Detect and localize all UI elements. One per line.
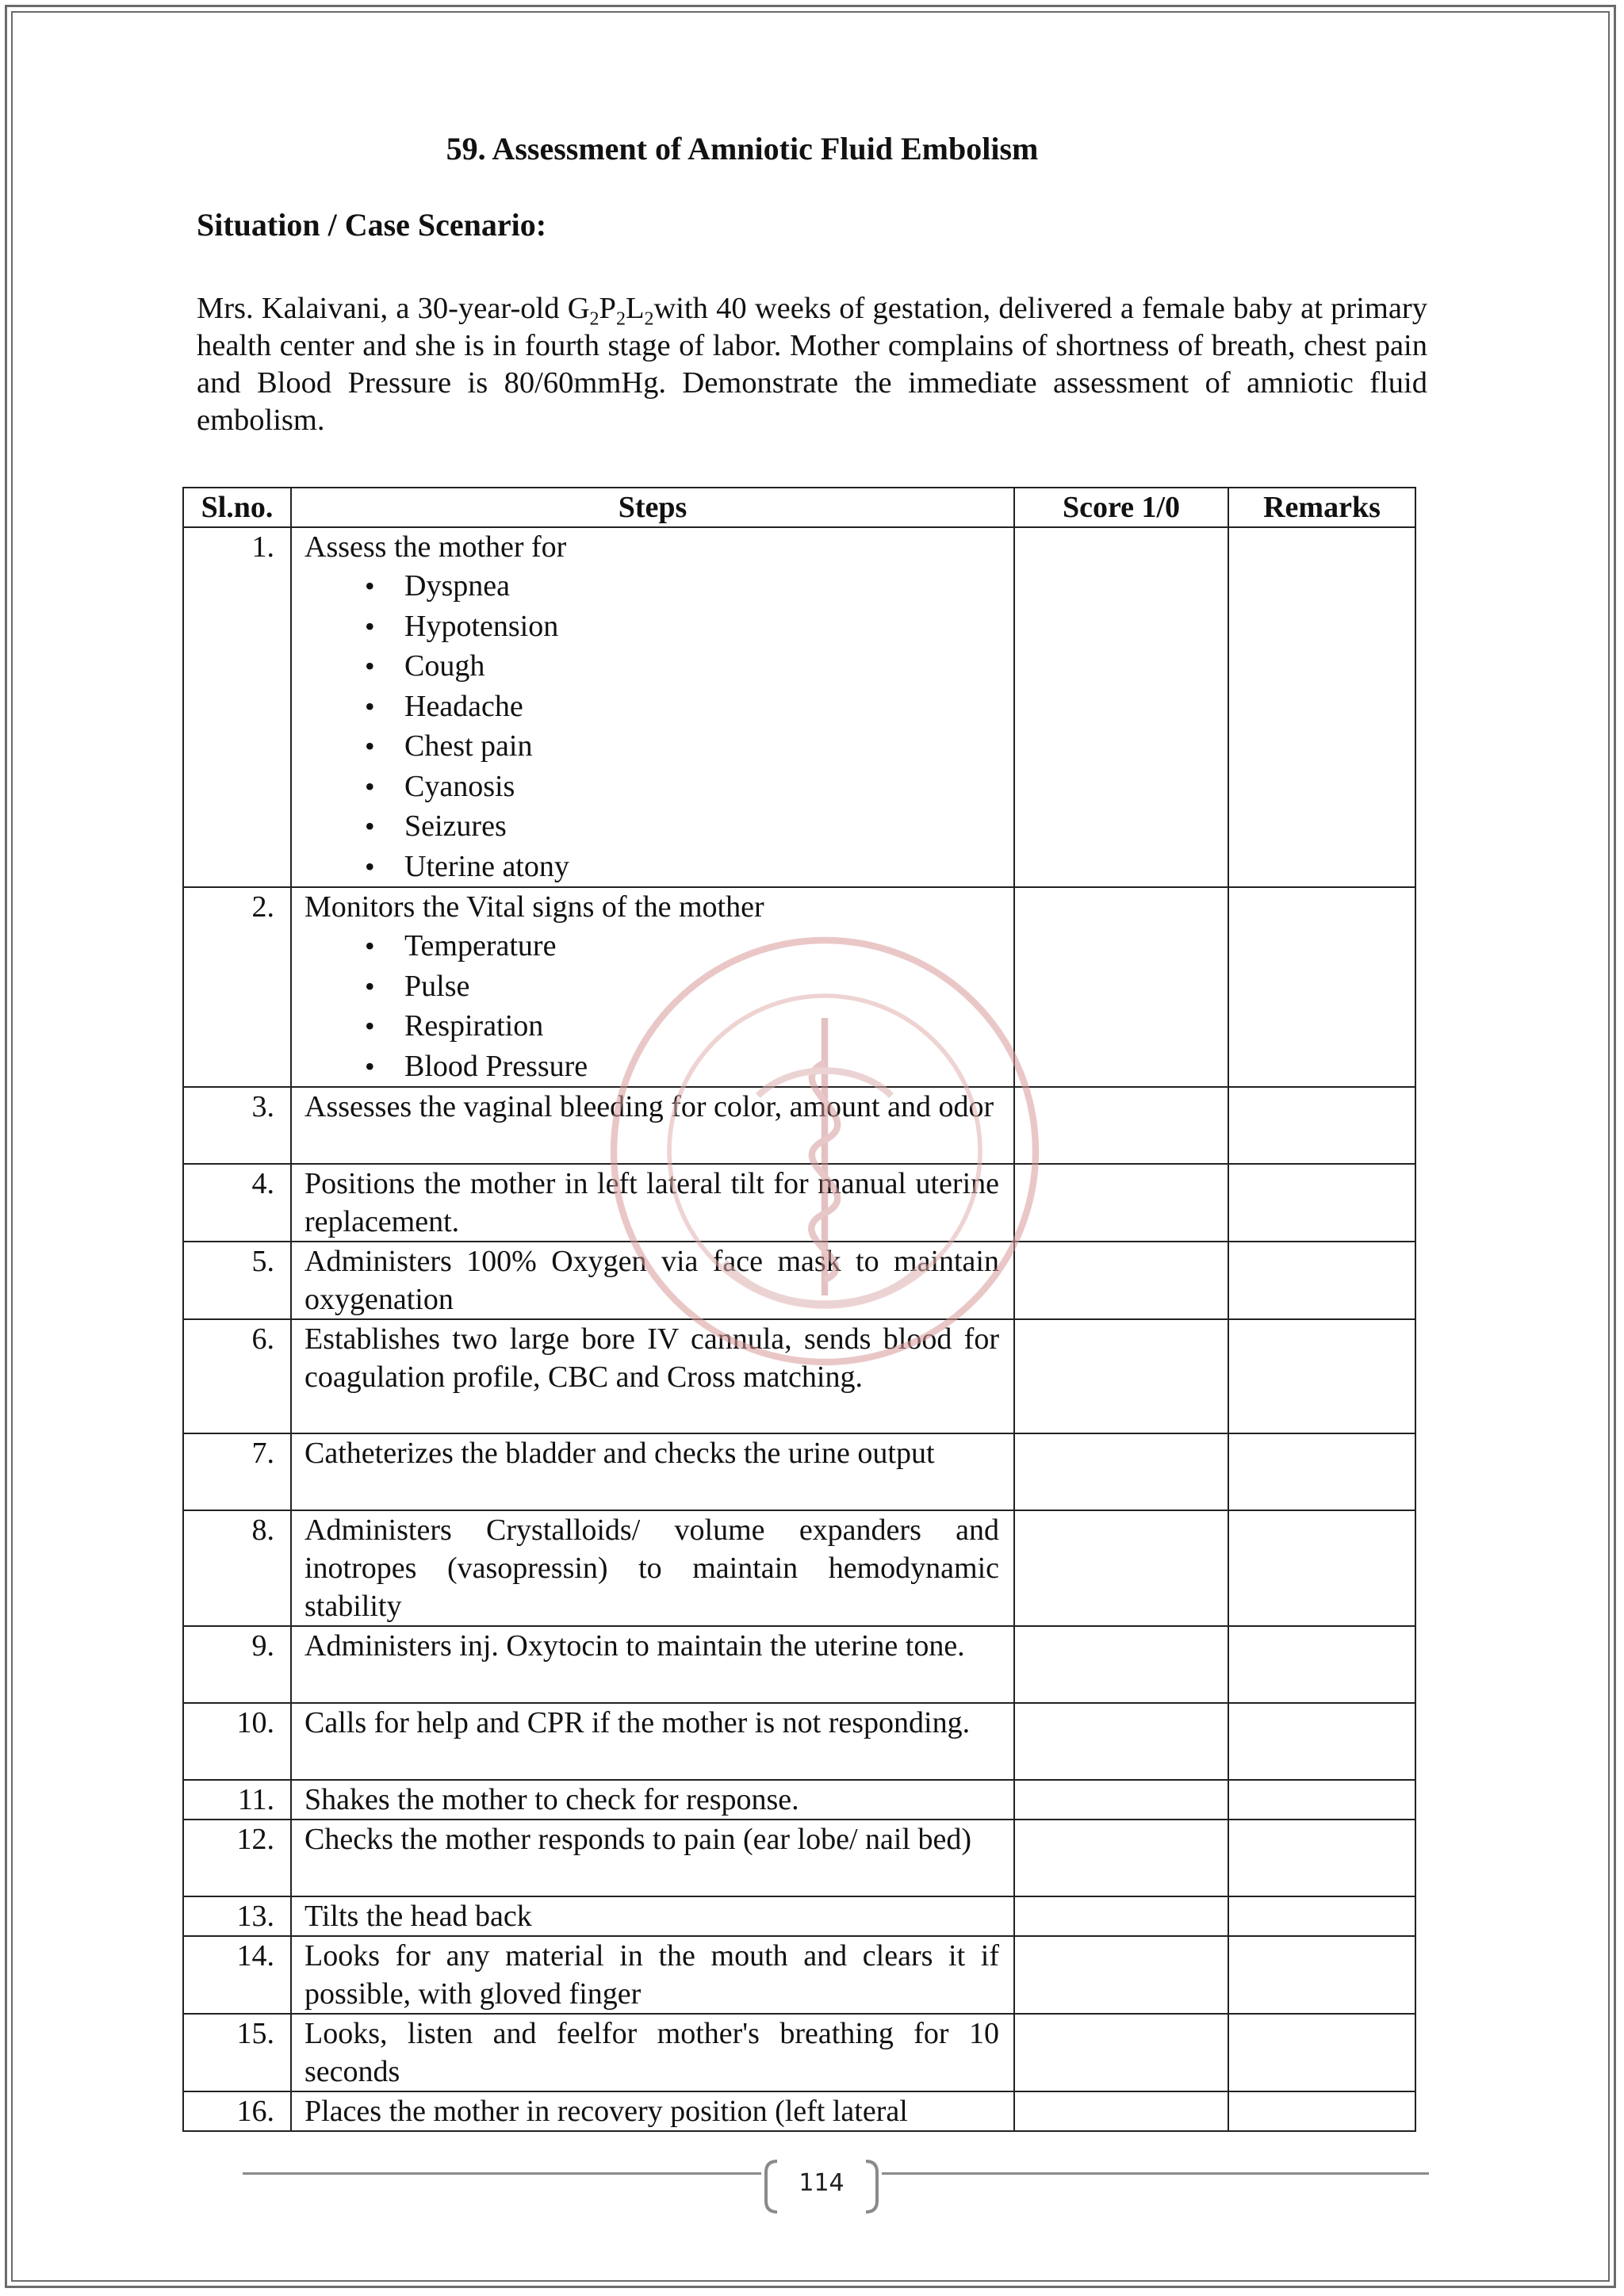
score-cell[interactable]: [1014, 1433, 1228, 1510]
step-text: Looks for any material in the mouth and clears it if possible, with gloved finger: [304, 1939, 999, 2011]
row-number: 4.: [183, 1164, 291, 1242]
step-cell: [291, 887, 1014, 1087]
page-title: 59. Assessment of Amniotic Fluid Embolism: [446, 131, 1039, 166]
para-letter: P: [599, 292, 616, 325]
remarks-cell[interactable]: [1228, 1242, 1415, 1319]
table-row: [183, 1703, 1415, 1780]
bullet-item: • Uterine atony: [365, 847, 999, 887]
situation-heading: Situation / Case Scenario:: [197, 207, 547, 243]
bullet-item: • Cough: [365, 646, 999, 687]
step-bullet-list: [304, 566, 999, 886]
row-number: 2.: [183, 887, 291, 1087]
table-row: [183, 1780, 1415, 1820]
row-number: 7.: [183, 1433, 291, 1510]
bullet-item: • Seizures: [365, 806, 999, 847]
score-cell[interactable]: [1014, 1510, 1228, 1626]
scenario-text-start: Mrs. Kalaivani, a 30-year-old G: [197, 292, 590, 325]
score-cell[interactable]: [1014, 1242, 1228, 1319]
score-cell[interactable]: [1014, 1087, 1228, 1164]
step-text: Shakes the mother to check for response.: [304, 1783, 799, 1816]
scenario-text-rest: with 40 weeks of gestation, delivered a female baby at primary health center and she is in fourth stage of labor. Mother complains of shortness of breath, chest pain and Blood Pressure is 80/60mmHg. Demonstrate the immediate assessment of amniotic fluid embolism.: [197, 292, 1427, 437]
step-cell: [291, 1820, 1014, 1896]
header-slno: Sl.no.: [183, 488, 291, 527]
remarks-cell[interactable]: [1228, 1820, 1415, 1896]
remarks-cell[interactable]: [1228, 887, 1415, 1087]
page-number: 114: [799, 2169, 845, 2197]
step-cell: [291, 1319, 1014, 1433]
step-cell: [291, 1896, 1014, 1936]
score-cell[interactable]: [1014, 527, 1228, 887]
table-row: [183, 2014, 1415, 2091]
remarks-cell[interactable]: [1228, 1319, 1415, 1433]
step-text: Checks the mother responds to pain (ear lobe/ nail bed): [304, 1823, 972, 1856]
row-number: 11.: [183, 1780, 291, 1820]
row-number: 13.: [183, 1896, 291, 1936]
table-row: [183, 1820, 1415, 1896]
remarks-cell[interactable]: [1228, 1510, 1415, 1626]
table-row: [183, 1626, 1415, 1703]
row-number: 15.: [183, 2014, 291, 2091]
bullet-item: • Blood Pressure: [365, 1047, 999, 1087]
row-number: 10.: [183, 1703, 291, 1780]
row-number: 12.: [183, 1820, 291, 1896]
header-steps: Steps: [291, 488, 1014, 527]
step-text: Monitors the Vital signs of the mother: [304, 890, 764, 924]
remarks-cell[interactable]: [1228, 1087, 1415, 1164]
table-row: [183, 527, 1415, 887]
remarks-cell[interactable]: [1228, 527, 1415, 887]
score-cell[interactable]: [1014, 1626, 1228, 1703]
table-row: [183, 1087, 1415, 1164]
step-text: Looks, listen and feelfor mother's breathing for 10 seconds: [304, 2017, 999, 2088]
header-remarks: Remarks: [1228, 488, 1415, 527]
remarks-cell[interactable]: [1228, 1433, 1415, 1510]
score-cell[interactable]: [1014, 2091, 1228, 2131]
header-score: Score 1/0: [1014, 488, 1228, 527]
table-header-row: [183, 488, 1415, 527]
step-text: Tilts the head back: [304, 1900, 532, 1933]
step-text: Establishes two large bore IV cannula, sends blood for coagulation profile, CBC and Cross matching.: [304, 1322, 999, 1394]
step-cell: [291, 1703, 1014, 1780]
bullet-item: • Headache: [365, 687, 999, 727]
table-row: [183, 1433, 1415, 1510]
table-row: [183, 1896, 1415, 1936]
footer-rule-right: [882, 2172, 1429, 2175]
table-row: [183, 1242, 1415, 1319]
remarks-cell[interactable]: [1228, 1936, 1415, 2014]
row-number: 3.: [183, 1087, 291, 1164]
step-cell: [291, 1164, 1014, 1242]
living-letter: L: [625, 292, 645, 325]
score-cell[interactable]: [1014, 1703, 1228, 1780]
step-text: Administers inj. Oxytocin to maintain the uterine tone.: [304, 1629, 965, 1663]
score-cell[interactable]: [1014, 1319, 1228, 1433]
step-cell: [291, 1242, 1014, 1319]
bullet-item: • Dyspnea: [365, 566, 999, 607]
step-text: Places the mother in recovery position (left lateral: [304, 2095, 908, 2128]
remarks-cell[interactable]: [1228, 1780, 1415, 1820]
step-cell: [291, 1510, 1014, 1626]
table-row: [183, 2091, 1415, 2131]
para-subscript: 2: [615, 308, 626, 330]
step-bullet-list: [304, 926, 999, 1086]
row-number: 6.: [183, 1319, 291, 1433]
row-number: 16.: [183, 2091, 291, 2131]
step-text: Calls for help and CPR if the mother is not responding.: [304, 1706, 971, 1739]
gravida-subscript: 2: [589, 308, 599, 330]
case-scenario-paragraph: [197, 290, 1427, 439]
score-cell[interactable]: [1014, 2014, 1228, 2091]
score-cell[interactable]: [1014, 1936, 1228, 2014]
step-cell: [291, 2091, 1014, 2131]
step-cell: [291, 1936, 1014, 2014]
footer-rule-left: [243, 2172, 761, 2175]
score-cell[interactable]: [1014, 1896, 1228, 1936]
remarks-cell[interactable]: [1228, 2091, 1415, 2131]
step-text: Assesses the vaginal bleeding for color, amount and odor: [304, 1090, 994, 1123]
bullet-item: • Chest pain: [365, 726, 999, 767]
step-text: Positions the mother in left lateral tilt for manual uterine replacement.: [304, 1167, 999, 1238]
row-number: 1.: [183, 527, 291, 887]
step-cell: [291, 1780, 1014, 1820]
remarks-cell[interactable]: [1228, 1703, 1415, 1780]
table-row: [183, 1510, 1415, 1626]
row-number: 8.: [183, 1510, 291, 1626]
bullet-item: • Temperature: [365, 926, 999, 966]
remarks-cell[interactable]: [1228, 2014, 1415, 2091]
table-row: [183, 1936, 1415, 2014]
row-number: 9.: [183, 1626, 291, 1703]
step-text: Administers Crystalloids/ volume expanders and inotropes (vasopressin) to maintain hemodynamic stability: [304, 1513, 999, 1623]
bullet-item: • Pulse: [365, 966, 999, 1007]
bullet-item: • Respiration: [365, 1006, 999, 1047]
row-number: 14.: [183, 1936, 291, 2014]
step-text: Administers 100% Oxygen via face mask to maintain oxygenation: [304, 1245, 999, 1316]
score-cell[interactable]: [1014, 887, 1228, 1087]
living-subscript: 2: [644, 308, 654, 330]
score-cell[interactable]: [1014, 1164, 1228, 1242]
step-cell: [291, 527, 1014, 887]
step-cell: [291, 1626, 1014, 1703]
remarks-cell[interactable]: [1228, 1626, 1415, 1703]
bullet-item: • Cyanosis: [365, 767, 999, 807]
step-cell: [291, 1433, 1014, 1510]
bullet-item: • Hypotension: [365, 607, 999, 647]
table-row: [183, 1319, 1415, 1433]
score-cell[interactable]: [1014, 1820, 1228, 1896]
step-text: Assess the mother for: [304, 530, 567, 564]
table-row: [183, 887, 1415, 1087]
score-cell[interactable]: [1014, 1780, 1228, 1820]
remarks-cell[interactable]: [1228, 1164, 1415, 1242]
step-text: Catheterizes the bladder and checks the urine output: [304, 1437, 935, 1470]
checklist-table: [182, 487, 1416, 2132]
step-cell: [291, 2014, 1014, 2091]
step-cell: [291, 1087, 1014, 1164]
table-row: [183, 1164, 1415, 1242]
remarks-cell[interactable]: [1228, 1896, 1415, 1936]
row-number: 5.: [183, 1242, 291, 1319]
